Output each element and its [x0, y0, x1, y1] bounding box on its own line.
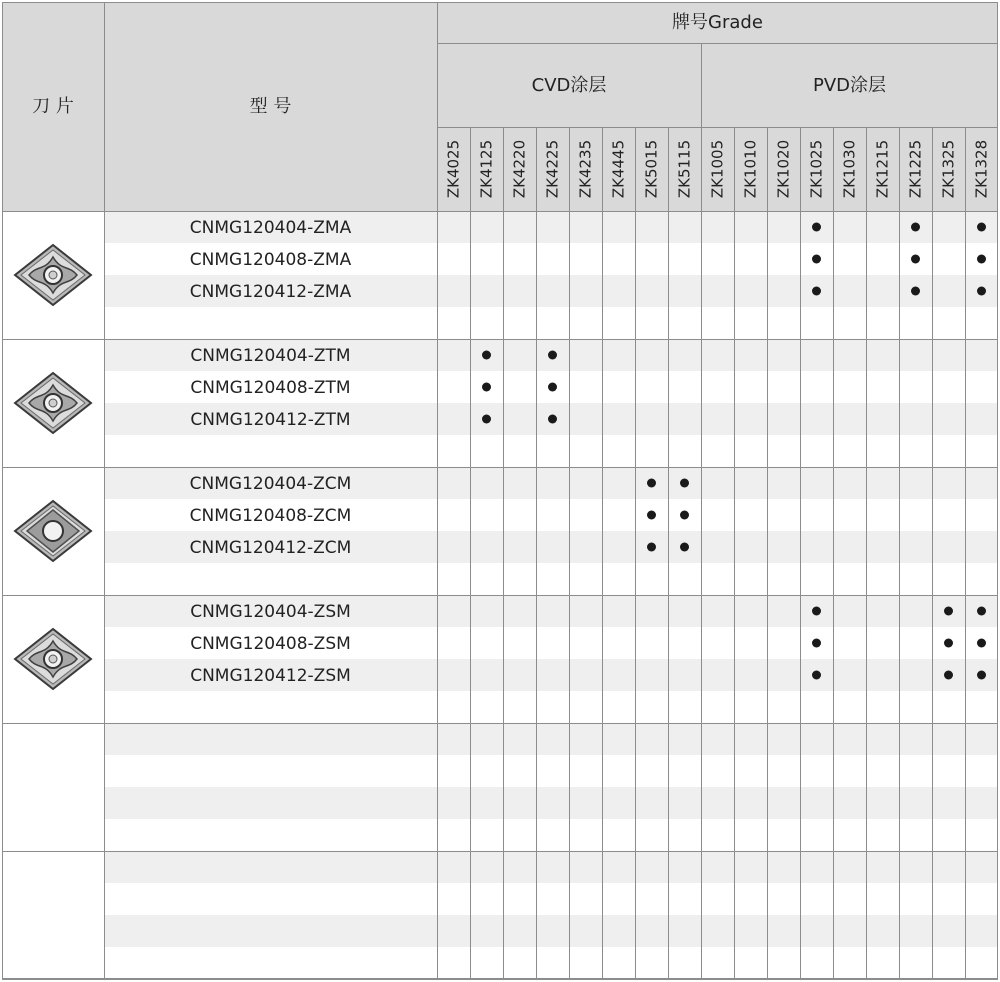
availability-dot — [680, 511, 689, 520]
model-code: CNMG120412-ZCM — [189, 538, 352, 558]
availability-dot — [680, 543, 689, 552]
availability-dot — [911, 255, 920, 264]
grade-label-zk1020: ZK1020 — [774, 139, 793, 199]
model-code: CNMG120408-ZTM — [190, 378, 351, 398]
model-code: CNMG120412-ZTM — [190, 410, 351, 430]
availability-dot — [977, 255, 986, 264]
grade-header: 牌号Grade — [672, 12, 763, 33]
grade-label-zk1030: ZK1030 — [840, 139, 859, 199]
grade-label-zk4125: ZK4125 — [477, 139, 496, 199]
table-row-stripe — [104, 723, 998, 755]
grade-label-zk1215: ZK1215 — [873, 139, 892, 199]
grade-label-zk1328: ZK1328 — [972, 139, 991, 199]
insert-zcm-icon — [15, 501, 91, 561]
availability-dot — [812, 639, 821, 648]
availability-dot — [482, 351, 491, 360]
model-code: CNMG120412-ZSM — [190, 666, 351, 686]
availability-dot — [482, 415, 491, 424]
availability-dot — [977, 607, 986, 616]
availability-dot — [977, 287, 986, 296]
grade-label-zk1005: ZK1005 — [708, 139, 727, 199]
model-code: CNMG120404-ZCM — [189, 474, 352, 494]
cvd-coating-header: CVD涂层 — [531, 75, 607, 96]
pvd-coating-header: PVD涂层 — [812, 75, 887, 96]
grade-label-zk1010: ZK1010 — [741, 139, 760, 199]
insert-ztm-icon — [15, 373, 91, 433]
availability-dot — [977, 639, 986, 648]
model-column-header: 型 号 — [249, 96, 292, 117]
availability-dot — [812, 255, 821, 264]
availability-dot — [548, 415, 557, 424]
availability-dot — [647, 511, 656, 520]
availability-dot — [944, 639, 953, 648]
grade-label-zk5015: ZK5015 — [642, 139, 661, 199]
table-row-stripe — [104, 787, 998, 819]
insert-zma-icon — [15, 245, 91, 305]
grade-label-zk4025: ZK4025 — [444, 139, 463, 199]
insert-column-header: 刀 片 — [32, 96, 74, 117]
availability-dot — [680, 479, 689, 488]
availability-dot — [977, 671, 986, 680]
availability-dot — [647, 479, 656, 488]
availability-dot — [482, 383, 491, 392]
availability-dot — [647, 543, 656, 552]
availability-dot — [548, 351, 557, 360]
model-code: CNMG120408-ZCM — [189, 506, 352, 526]
model-code: CNMG120408-ZMA — [189, 250, 352, 270]
insert-zsm-icon — [15, 629, 91, 689]
availability-dot — [977, 223, 986, 232]
availability-dot — [911, 287, 920, 296]
availability-dot — [944, 607, 953, 616]
table-row-stripe — [104, 915, 998, 947]
availability-dot — [911, 223, 920, 232]
model-code: CNMG120408-ZSM — [190, 634, 351, 654]
model-code: CNMG120404-ZMA — [189, 218, 352, 238]
table-row-stripe — [104, 851, 998, 883]
availability-dot — [548, 383, 557, 392]
grade-label-zk4225: ZK4225 — [543, 139, 562, 199]
grade-label-zk1325: ZK1325 — [939, 139, 958, 199]
grade-label-zk1025: ZK1025 — [807, 139, 826, 199]
availability-dot — [812, 223, 821, 232]
grade-label-zk4235: ZK4235 — [576, 139, 595, 199]
availability-dot — [812, 607, 821, 616]
grade-label-zk1225: ZK1225 — [906, 139, 925, 199]
grade-label-zk4445: ZK4445 — [609, 139, 628, 199]
model-code: CNMG120404-ZSM — [190, 602, 351, 622]
availability-dot — [944, 671, 953, 680]
model-code: CNMG120412-ZMA — [189, 282, 352, 302]
grade-label-zk5115: ZK5115 — [675, 139, 694, 199]
availability-dot — [812, 671, 821, 680]
model-code: CNMG120404-ZTM — [190, 346, 351, 366]
availability-dot — [812, 287, 821, 296]
grade-label-zk4220: ZK4220 — [510, 139, 529, 199]
